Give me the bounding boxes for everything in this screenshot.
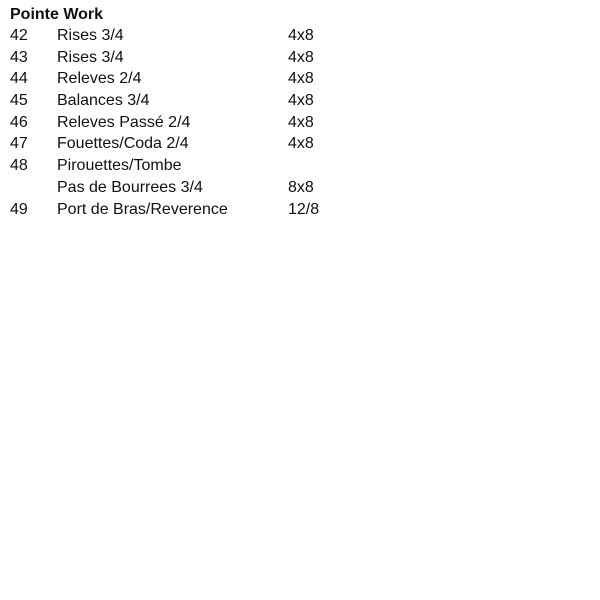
- list-item: [10, 133, 570, 155]
- item-number: 49: [10, 200, 28, 218]
- item-name: Rises 3/4: [57, 27, 124, 44]
- list-item: [10, 25, 570, 47]
- list-item: [10, 177, 570, 199]
- item-count: 4x8: [288, 70, 314, 88]
- list-item: [10, 199, 570, 221]
- item-number: 46: [10, 113, 28, 131]
- list-item: [10, 90, 570, 112]
- item-count: 4x8: [288, 27, 314, 44]
- page-title: Pointe Work: [10, 6, 104, 23]
- item-name: Fouettes/Coda 2/4: [57, 135, 189, 153]
- exercise-list: [10, 25, 570, 220]
- list-item: [10, 112, 570, 134]
- item-count: 4x8: [288, 135, 314, 153]
- list-item: [10, 47, 570, 69]
- item-number: 43: [10, 48, 28, 66]
- list-item: [10, 68, 570, 90]
- item-number: 42: [10, 27, 28, 44]
- item-number: 48: [10, 157, 28, 175]
- item-count: 4x8: [288, 113, 314, 131]
- item-count: 12/8: [288, 200, 320, 218]
- item-name: Pas de Bourrees 3/4: [57, 178, 203, 196]
- item-number: 45: [10, 92, 28, 110]
- item-number: 47: [10, 135, 28, 153]
- item-name: Releves Passé 2/4: [57, 113, 191, 131]
- item-name: Balances 3/4: [57, 92, 150, 110]
- item-number: 44: [10, 70, 28, 88]
- list-item: [10, 155, 570, 177]
- item-name: Rises 3/4: [57, 48, 124, 66]
- item-name: Releves 2/4: [57, 70, 142, 88]
- item-count: 4x8: [288, 92, 314, 110]
- item-name: Port de Bras/Reverence: [57, 200, 228, 218]
- item-count: 4x8: [288, 48, 314, 66]
- item-name: Pirouettes/Tombe: [57, 157, 182, 175]
- item-count: 8x8: [288, 178, 314, 196]
